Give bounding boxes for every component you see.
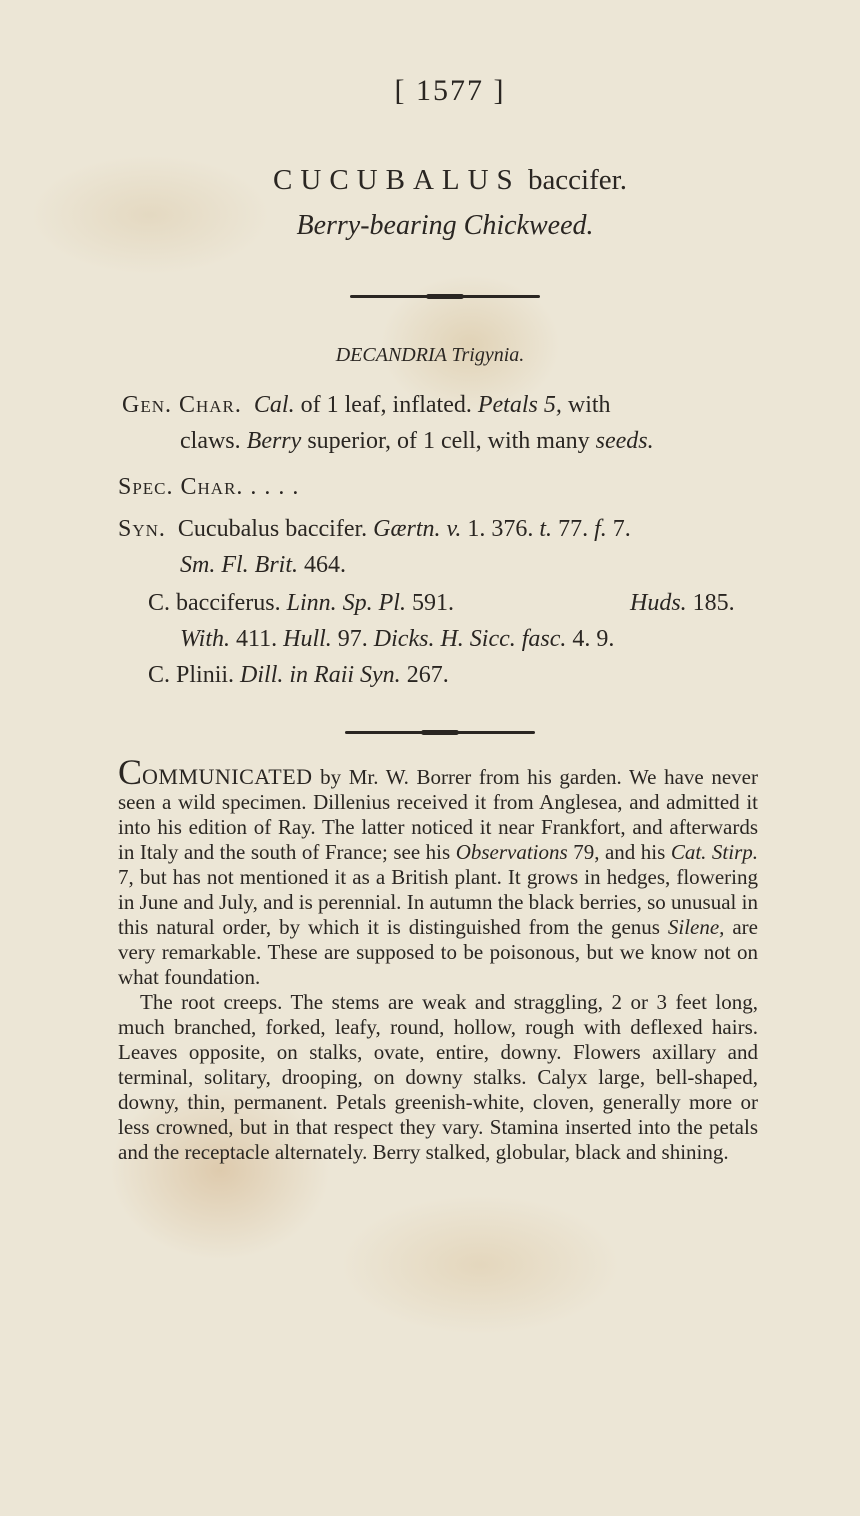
text-run: claws. xyxy=(180,428,247,454)
text-run: Linn. Sp. Pl. xyxy=(286,590,406,616)
syn-line-1 xyxy=(118,516,631,543)
text-run: Hull. xyxy=(283,626,332,652)
text-run: 79, and his xyxy=(567,840,671,864)
syn-text-1 xyxy=(178,516,631,542)
paragraph-1-text xyxy=(118,752,759,989)
text-run: Huds. xyxy=(630,590,687,616)
spec-char-label: Spec. Char. . . . . xyxy=(118,474,300,500)
syn-line-3-right xyxy=(630,590,735,617)
title-divider xyxy=(350,295,540,298)
syn-line-3 xyxy=(148,590,454,617)
text-run: by Mr. W. Borrer from his garden. We have never seen a wild specimen. Dillenius received it from Anglesea, and admitted it into his edition of Ray. The latter noticed it near Frankfort, and afterwards in Italy and the south of France; see his xyxy=(118,765,758,864)
genus-name: CUCUBALUS xyxy=(273,164,521,196)
text-run: C. bacciferus. xyxy=(148,590,287,616)
text-run: 591. xyxy=(405,590,454,616)
text-run: Gærtn. v. xyxy=(373,516,462,542)
text-run: superior, of 1 cell, with many xyxy=(301,428,596,454)
description-paragraph-2: The root creeps. The stems are weak and straggling, 2 or 3 feet long, much branched, forked, leafy, round, hollow, rough with deflexed hairs. Leaves opposite, on stalks, ovate, entire, downy. Flowers axillary and terminal, solitary, drooping, on downy stalks. Calyx large, bell-shaped, downy, thin, permanent. Petals greenish-white, cloven, generally more or less crowned, but in that respect they vary. Stamina inserted into the petals and the receptacle alternately. Berry stalked, globular, black and shining. xyxy=(118,990,758,1164)
text-run: 185. xyxy=(686,590,735,616)
text-run: seeds. xyxy=(595,428,654,454)
text-run: 464. xyxy=(298,552,346,578)
text-run: C. Plinii. xyxy=(148,662,241,688)
text-run: Observations xyxy=(455,840,568,864)
text-run: Petals 5, xyxy=(477,392,562,418)
text-run: With. xyxy=(180,626,231,652)
syn-text-3-right xyxy=(630,590,735,616)
section-divider xyxy=(345,731,535,734)
text-run: Sm. Fl. Brit. xyxy=(180,552,298,578)
syn-text-2 xyxy=(180,552,346,578)
page-number: [ 1577 ] xyxy=(394,74,506,107)
text-run: Cal. xyxy=(253,392,295,418)
text-run: Cucubalus baccifer. xyxy=(177,516,374,542)
text-run: 7. xyxy=(606,516,631,542)
text-run: Silene, xyxy=(667,915,725,939)
description-body xyxy=(118,752,759,1165)
text-run: are very remarkable. These are supposed to be poisonous, but we know not on what foundation. xyxy=(118,915,758,989)
syn-line-5 xyxy=(148,662,449,689)
plant-title xyxy=(0,164,860,197)
syn-label: Syn. xyxy=(118,516,166,542)
text-run: t. xyxy=(539,516,553,542)
text-run: with xyxy=(561,392,611,418)
gen-char-label: Gen. Char. xyxy=(122,392,242,418)
text-run: 1. 376. xyxy=(461,516,540,542)
gen-char-text-2 xyxy=(180,428,654,454)
text-run: C xyxy=(118,752,143,792)
gen-char-line-1 xyxy=(122,392,611,419)
text-run: 4. 9. xyxy=(566,626,615,652)
syn-line-4 xyxy=(180,626,614,653)
text-run: 7, but has not mentioned it as a British plant. It grows in hedges, flowering in June and July, and is perennial. In autumn the black berries, so unusual in this natural order, by which it is distinguished from the genus xyxy=(118,865,758,939)
description-paragraph-1 xyxy=(118,752,759,990)
gen-char-text-1 xyxy=(254,392,611,418)
text-run: 77. xyxy=(552,516,595,542)
text-run: OMMUNICATED xyxy=(142,764,313,789)
text-run: 411. xyxy=(230,626,284,652)
syn-text-5 xyxy=(148,662,449,688)
text-run: Cat. Stirp. xyxy=(670,840,759,864)
syn-text-4 xyxy=(180,626,614,652)
syn-line-2 xyxy=(180,552,346,579)
linnaean-class: DECANDRIA Trigynia. xyxy=(335,344,525,366)
text-run: Berry xyxy=(246,428,302,454)
text-run: Dill. in Raii Syn. xyxy=(240,662,401,688)
text-run: f. xyxy=(594,516,607,542)
species-name: baccifer. xyxy=(527,164,627,196)
gen-char-line-2 xyxy=(180,428,654,455)
text-run: of 1 leaf, inflated. xyxy=(294,392,478,418)
text-run: Dicks. H. Sicc. fasc. xyxy=(373,626,567,652)
syn-text-3 xyxy=(148,590,454,616)
text-run: 267. xyxy=(400,662,449,688)
common-name: Berry-bearing Chickweed. xyxy=(296,210,594,241)
text-run: 97. xyxy=(331,626,374,652)
